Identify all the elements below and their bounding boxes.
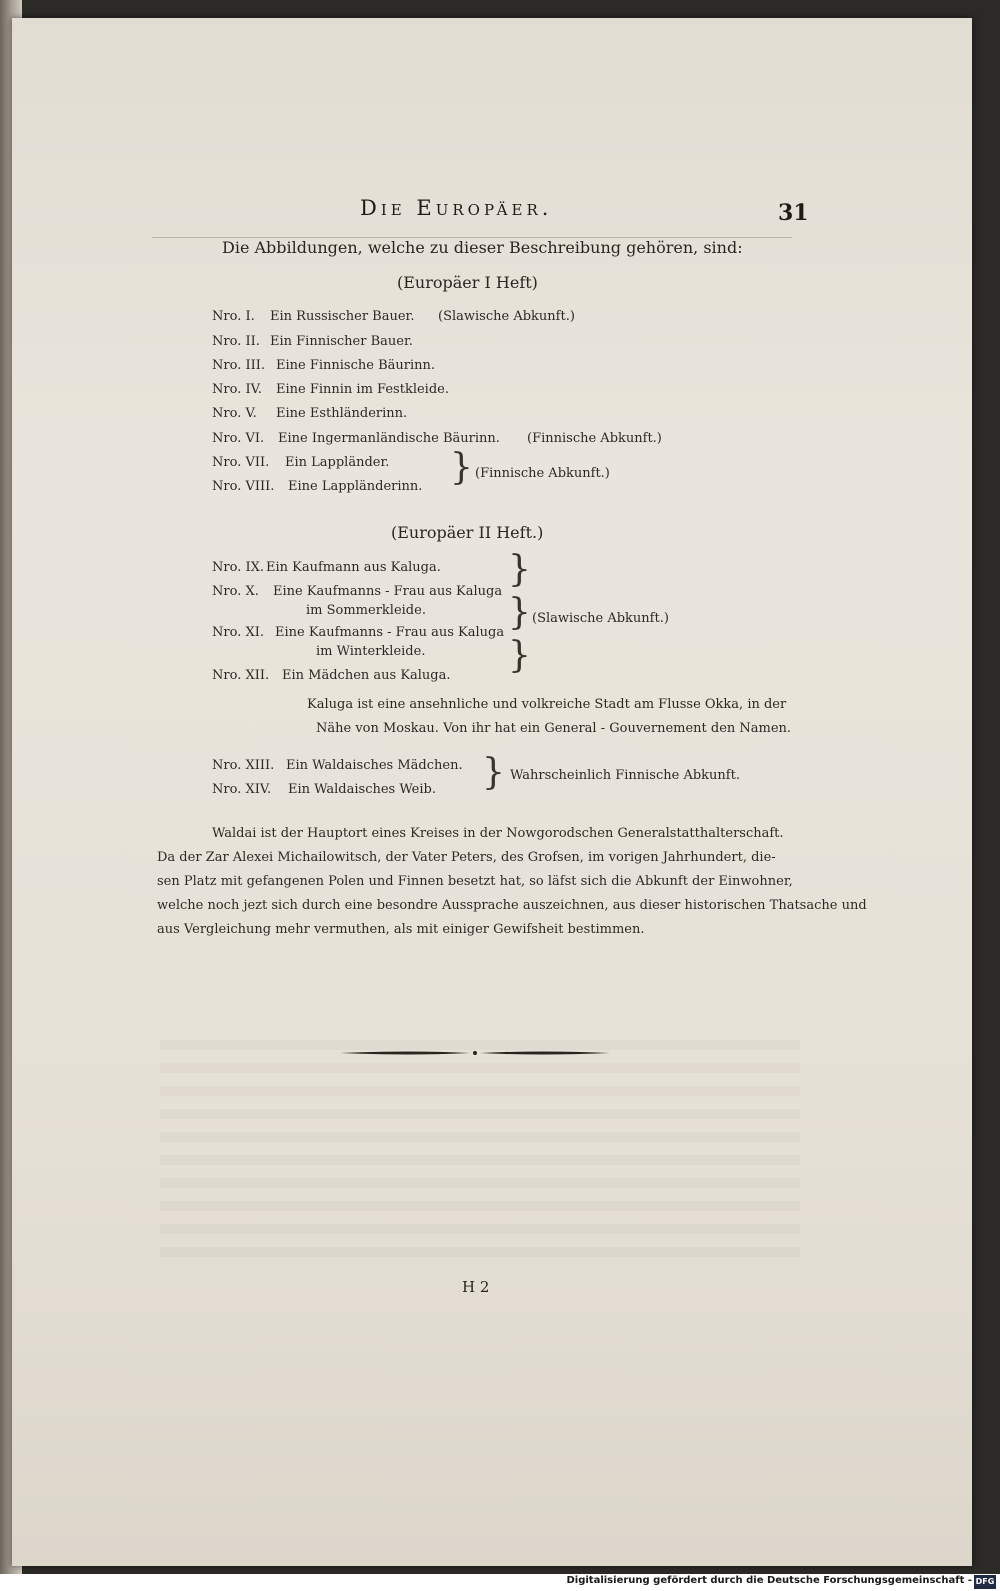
list-item-note: (Finnische Abkunft.) [527,431,662,446]
list-item-num: Nro. XII. [212,668,270,683]
list-item-num: Nro. X. [212,584,259,599]
paragraph-line: aus Vergleichung mehr vermuthen, als mit einiger Gewifsheit bestimmen. [157,922,645,937]
intro-line: Die Abbildungen, welche zu dieser Beschreibung gehören, sind: [222,238,743,257]
list-item-num: Nro. XIII. [212,758,275,773]
list-item-text: Ein Waldaisches Mädchen. [286,758,463,773]
footer-credit: Digitalisierung gefördert durch die Deutsche Forschungsgemeinschaft - [566,1575,972,1586]
heft-1-title: (Europäer I Heft) [397,273,538,292]
brace-glyph: } [508,635,531,676]
paragraph-line: Waldai ist der Hauptort eines Kreises in der Nowgorodschen Generalstatthalterschaft. [212,826,784,841]
heft-2-title: (Europäer II Heft.) [391,523,544,542]
paragraph-line: sen Platz mit gefangenen Polen und Finnen besetzt hat, so läfst sich die Abkunft der Einwohner, [157,874,793,889]
paragraph-line: welche noch jezt sich durch eine besondre Aussprache auszeichnen, aus dieser historischen Thatsache und [157,898,867,913]
ornamental-rule [340,1050,610,1056]
list-item-text: Eine Finnische Bäurinn. [276,358,436,373]
list-item-num: Nro. I. [212,309,255,324]
list-item-num: Nro. IV. [212,382,262,397]
list-item-text: Ein Waldaisches Weib. [288,782,436,797]
list-item-num: Nro. VIII. [212,479,275,494]
list-item-num: Nro. XIV. [212,782,272,797]
list-item-num: Nro. XI. [212,625,264,640]
kaluga-line: Nähe von Moskau. Von ihr hat ein General - Gouvernement den Namen. [316,721,792,736]
list-item-num: Nro. VII. [212,455,270,470]
brace-glyph: } [508,549,531,590]
list-item-text: Eine Kaufmanns - Frau aus Kaluga [275,625,505,640]
list-item-text: Eine Kaufmanns - Frau aus Kaluga [273,584,503,599]
group-note: (Finnische Abkunft.) [475,466,610,481]
running-header: Die Europäer. [360,196,553,220]
list-item-num: Nro. VI. [212,431,265,446]
list-item-text: Eine Lappländerinn. [288,479,423,494]
list-item-num: Nro. IX. [212,560,264,575]
brace-glyph: } [450,447,473,488]
paragraph-line: Da der Zar Alexei Michailowitsch, der Vater Peters, des Grofsen, im vorigen Jahrhundert, die- [157,850,776,865]
dfg-logo-icon: DFG [974,1575,996,1589]
list-item-text-continued: im Sommerkleide. [306,603,426,618]
list-item-text-continued: im Winterkleide. [316,644,426,659]
list-item-text: Eine Finnin im Festkleide. [276,382,449,397]
list-item-text: Ein Russischer Bauer. [270,309,415,324]
signature-mark: H 2 [462,1278,490,1296]
list-item-text: Eine Esthländerinn. [276,406,408,421]
list-item-text: Ein Finnischer Bauer. [270,334,413,349]
brace-glyph: } [508,592,531,633]
page-number: 31 [778,200,809,226]
group-note: Wahrscheinlich Finnische Abkunft. [510,768,740,783]
list-item-num: Nro. III. [212,358,265,373]
list-item-text: Ein Mädchen aus Kaluga. [282,668,451,683]
list-item-text: Eine Ingermanländische Bäurinn. [278,431,500,446]
list-item-num: Nro. II. [212,334,260,349]
show-through-texture [160,1040,800,1260]
list-item-num: Nro. V. [212,406,257,421]
list-item-text: Ein Lappländer. [285,455,390,470]
kaluga-line: Kaluga ist eine ansehnliche und volkreiche Stadt am Flusse Okka, in der [307,697,787,712]
list-item-note: (Slawische Abkunft.) [438,309,575,324]
group-note: (Slawische Abkunft.) [532,611,669,626]
brace-glyph: } [482,752,505,793]
list-item-text: Ein Kaufmann aus Kaluga. [266,560,441,575]
